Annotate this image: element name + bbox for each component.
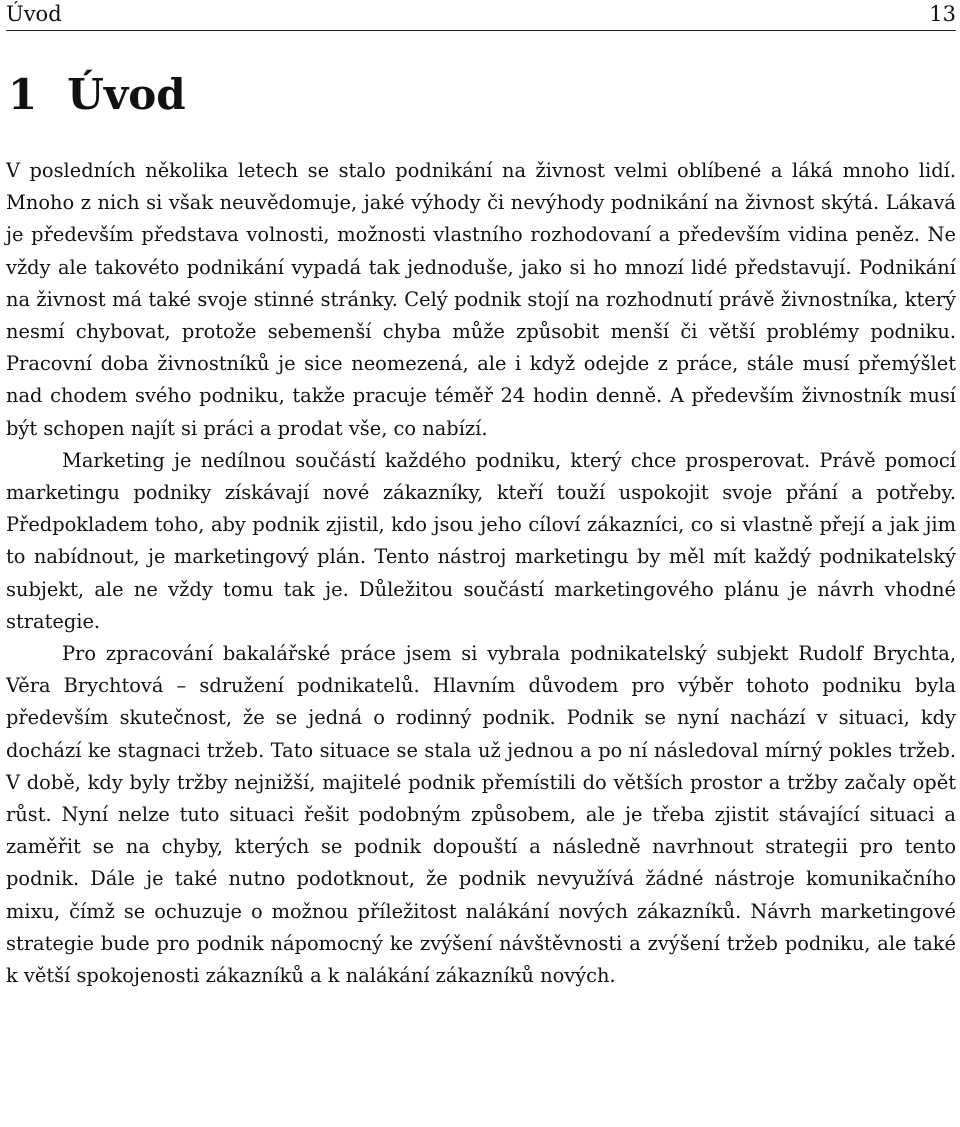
chapter-title: Úvod: [67, 70, 186, 119]
chapter-number: 1: [8, 70, 38, 119]
paragraph-thesis-subject: Pro zpracování bakalářské práce jsem si vybrala podnikatelský subjekt Rudolf Brychta, Věra Brychtová – sdružení podnikatelů. Hlavním důvodem pro výběr tohoto podniku byla především skutečnost, že se jedná o rodinný podnik. Podnik se nyní nachází v situaci, kdy dochází ke stagnaci tržeb. Tato situace se stala už jednou a po ní následoval mírný pokles tržeb. V době, kdy byly tržby nejnižší, majitelé podnik přemístili do větších prostor a tržby začaly opět růst. Nyní nelze tuto situaci řešit podobným způsobem, ale je třeba zjistit stávající situaci a zaměřit se na chyby, kterých se podnik dopouští a následně navrhnout strategii pro tento podnik. Dále je také nutno podotknout, že podnik nevyužívá žádné nástroje komunikačního mixu, čímž se ochuzuje o možnou příležitost nalákání nových zákazníků. Návrh marketingové strategie bude pro podnik nápomocný ke zvýšení návštěvnosti a zvýšení tržeb podniku, ale také k větší spokojenosti zákazníků a k nalákání zákazníků nových.: [6, 642, 956, 988]
paragraph-intro: V posledních několika letech se stalo podnikání na živnost velmi oblíbené a láká mnoho lidí. Mnoho z nich si však neuvědomuje, jaké výhody či nevýhody podnikání na živnost skýtá. Lákavá je především představa volnosti, možnosti vlastního rozhodovaní a především vidina peněz. Ne vždy ale takovéto podnikání vypadá tak jednoduše, jako si ho mnozí lidé představují. Podnikání na živnost má také svoje stinné stránky. Celý podnik stojí na rozhodnutí právě živnostníka, který nesmí chybovat, protože sebemenší chyba může způsobit menší či větší problémy podniku. Pracovní doba živnostníků je sice neomezená, ale i když odejde z práce, stále musí přemýšlet nad chodem svého podniku, takže pracuje téměř 24 hodin denně. A především živnostník musí být schopen najít si práci a prodat vše, co nabízí.: [6, 159, 956, 440]
body-text: [6, 155, 956, 992]
page-number: 13: [929, 2, 956, 26]
paragraph-marketing: Marketing je nedílnou součástí každého podniku, který chce prosperovat. Právě pomocí marketingu podniky získávají nové zákazníky, kteří touží uspokojit svoje přání a potřeby. Předpokladem toho, aby podnik zjistil, kdo jsou jeho cíloví zákazníci, co si vlastně přejí a jak jim to nabídnout, je marketingový plán. Tento nástroj marketingu by měl mít každý podnikatelský subjekt, ale ne vždy tomu tak je. Důležitou součástí marketingového plánu je návrh vhodné strategie.: [6, 448, 956, 633]
chapter-heading: [8, 70, 186, 119]
running-header: [6, 2, 956, 31]
running-header-section: Úvod: [6, 2, 62, 26]
